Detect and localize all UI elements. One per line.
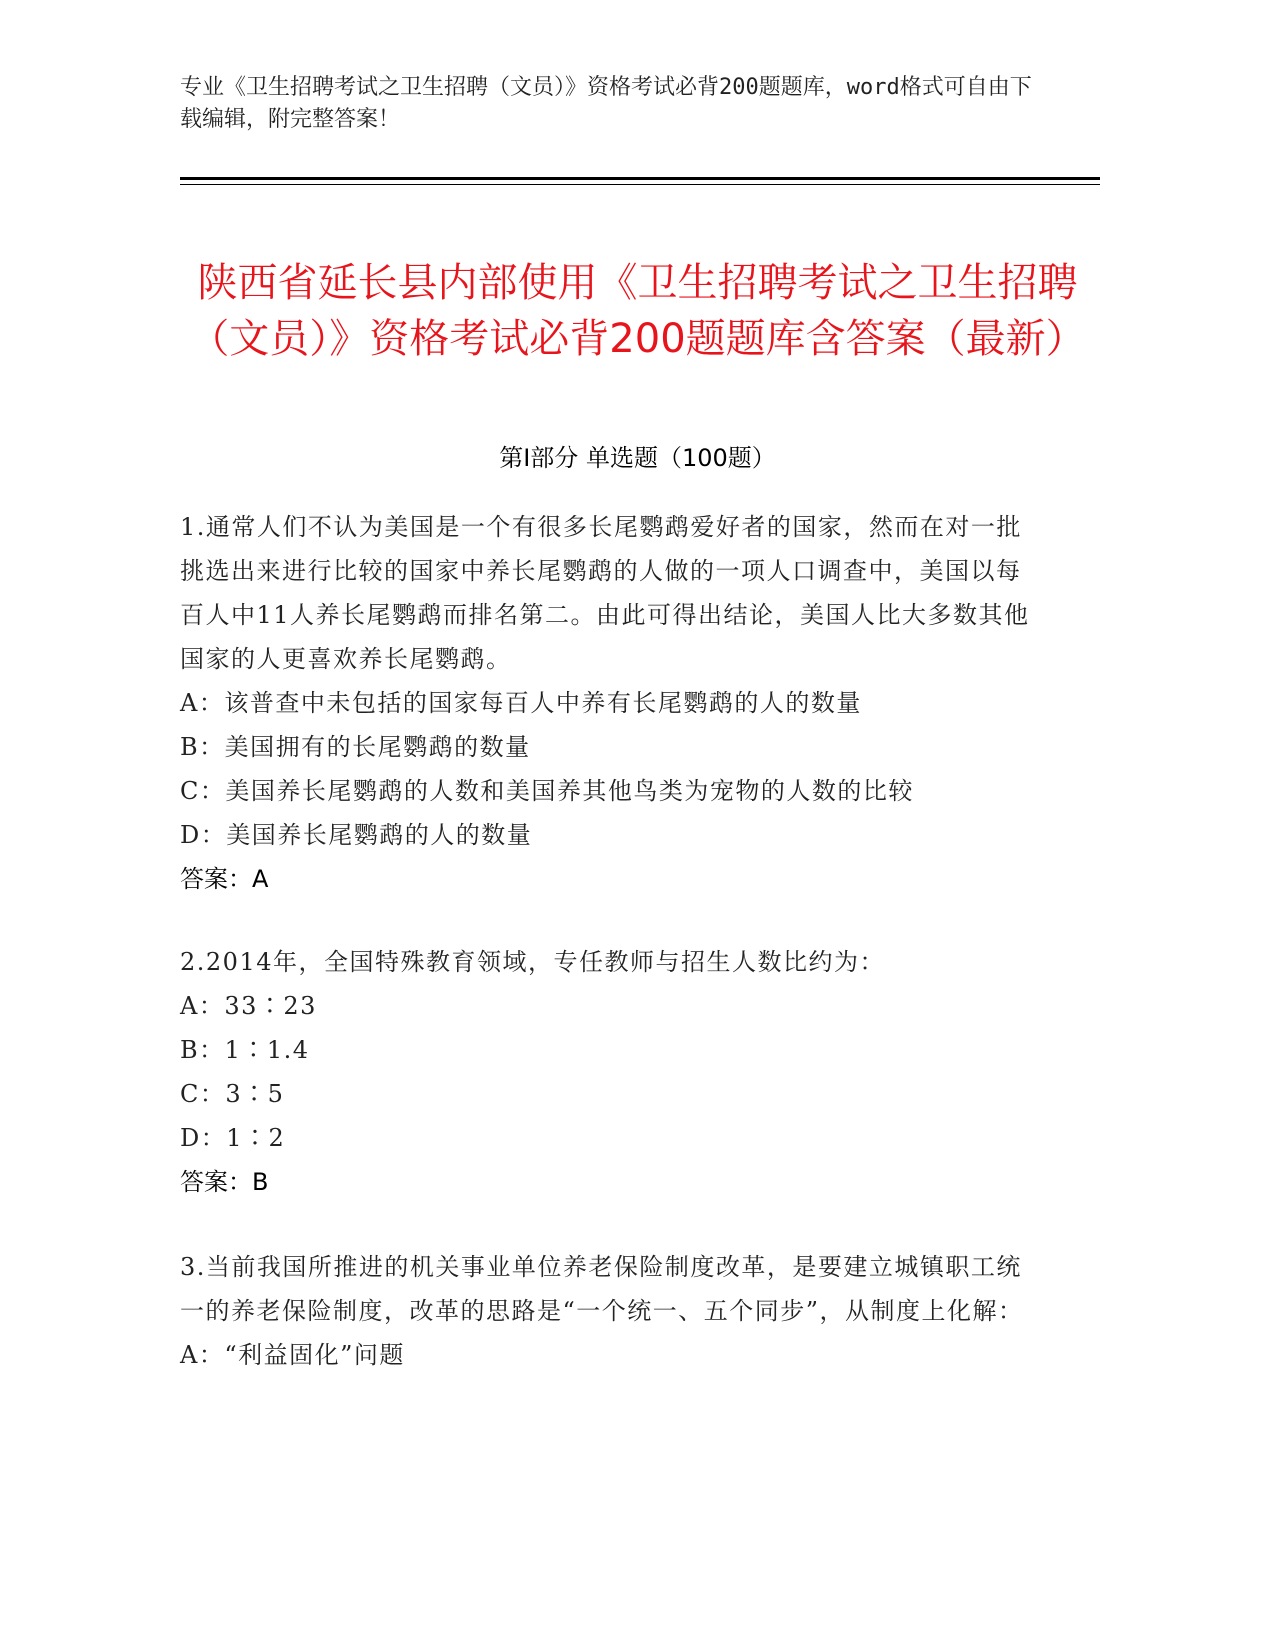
option-c: C：3∶5 (180, 1080, 285, 1108)
question-stem: 1.通常人们不认为美国是一个有很多长尾鹦鹉爱好者的国家，然而在对一批挑选出来进行比较的国家中养长尾鹦鹉的人做的一项人口调查中，美国以每百人中11人养长尾鹦鹉而排名第二。由此可得出结论，美国人比大多数其他国家的人更喜欢养长尾鹦鹉。 (180, 513, 1030, 673)
option-b: B：1∶1.4 (180, 1036, 310, 1064)
answer-line: 答案：A (180, 865, 269, 893)
header-rule-thin (180, 184, 1100, 185)
question-stem: 2.2014年，全国特殊教育领域，专任教师与招生人数比约为： (180, 948, 885, 976)
section-heading: 第Ⅰ部分 单选题（100题） (499, 444, 776, 472)
document-title: 陕西省延长县内部使用《卫生招聘考试之卫生招聘（文员）》资格考试必背200题题库含答案（最新） (189, 259, 1086, 362)
option-d: D：美国养长尾鹦鹉的人的数量 (180, 821, 533, 849)
option-b: B：美国拥有的长尾鹦鹉的数量 (180, 733, 531, 761)
option-d: D：1∶2 (180, 1124, 286, 1152)
header-rule-thick (180, 177, 1100, 180)
question-stem: 3.当前我国所推进的机关事业单位养老保险制度改革，是要建立城镇职工统一的养老保险制度，改革的思路是“一个统一、五个同步”，从制度上化解： (180, 1253, 1024, 1325)
option-a: A：33∶23 (180, 992, 317, 1020)
answer-line: 答案：B (180, 1168, 269, 1196)
option-a: A：该普查中未包括的国家每百人中养有长尾鹦鹉的人的数量 (180, 689, 862, 717)
question-1 (180, 505, 1040, 901)
header-note: 专业《卫生招聘考试之卫生招聘（文员）》资格考试必背200题题库，word格式可自由下载编辑，附完整答案！ (180, 75, 1032, 132)
option-a: A：“利益固化”问题 (180, 1341, 405, 1369)
option-c: C：美国养长尾鹦鹉的人数和美国养其他鸟类为宠物的人数的比较 (180, 777, 914, 805)
question-2 (180, 940, 1040, 1204)
question-3 (180, 1245, 1040, 1377)
